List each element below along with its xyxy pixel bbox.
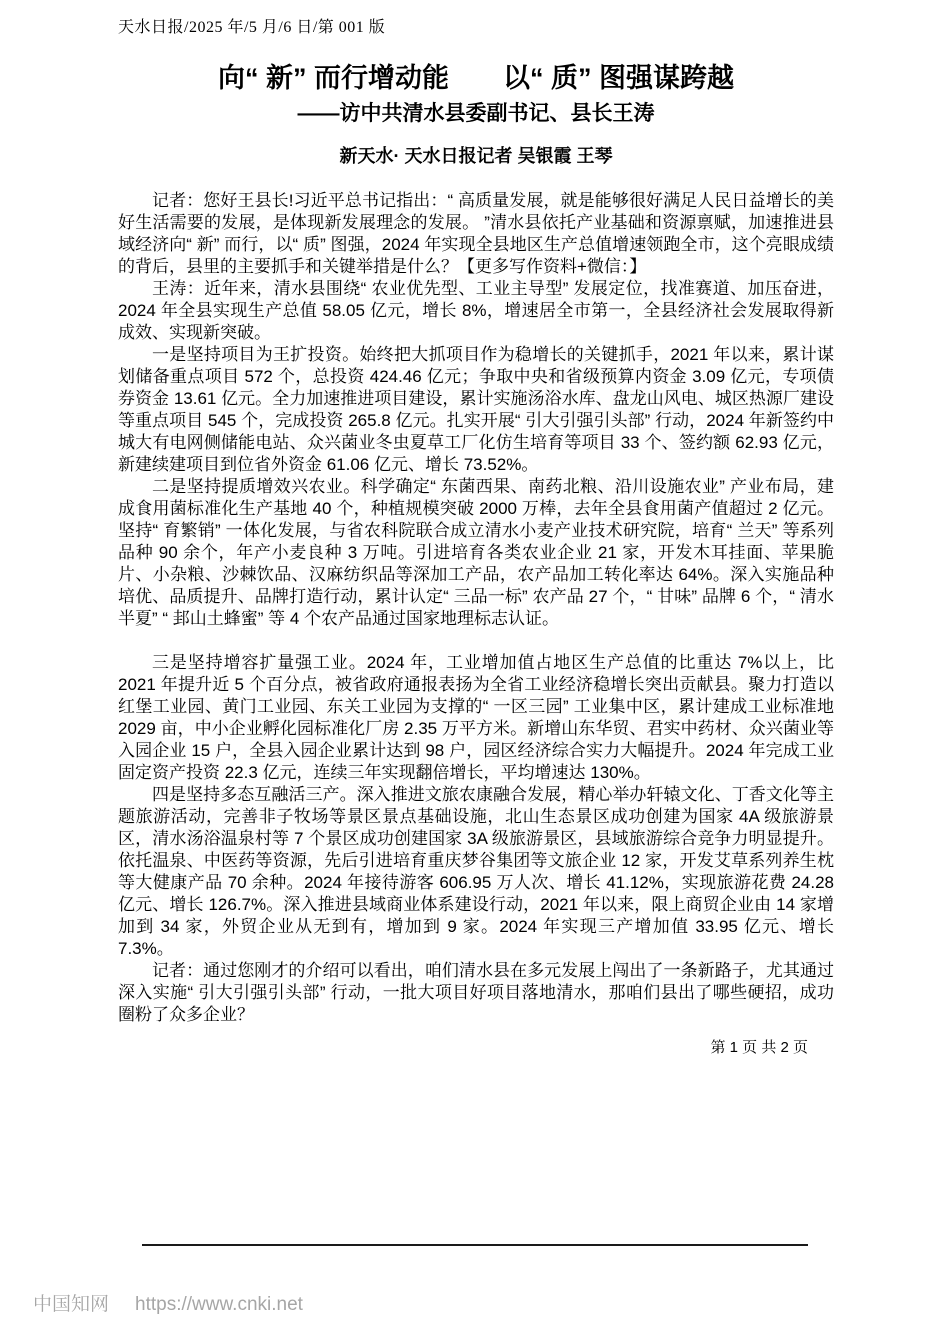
paragraph-point-4-tertiary: 四是坚持多态互融活三产。深入推进文旅农康融合发展，精心举办轩辕文化、丁香文化等主题旅游活动，完善非子牧场等景区景点基础设施，北山生态景区成功创建为国家 4A 级旅游景区，清水汤浴温泉村等 7 个景区成功创建国家 3A 级旅游景区，县域旅游综合竞争力明显提升。依托温泉、中医药等资源，先后引进培育重庆梦谷集团等文旅企业 12 家，开发艾草系列养生枕等大健康产品 70 余种。2024 年接待游客 606.95 万人次、增长 41.12%，实现旅游花费 24.28 亿元、增长 126.7%。深入推进县域商业体系建设行动，2021 年以来，限上商贸企业由 14 家增加到 34 家，外贸企业从无到有，增加到 9 家。2024 年实现三产增加值 33.95 亿元、增长 7.3%。 xyxy=(118,785,834,958)
paragraph-reporter-question-2: 记者：通过您刚才的介绍可以看出，咱们清水县在多元发展上闯出了一条新路子，尤其通过深入实施“ 引大引强引头部” 行动，一批大项目好项目落地清水，那咱们县出了哪些硬招，成功圈粉了众多企业？ xyxy=(118,961,834,1024)
article xyxy=(118,60,834,1026)
paragraph-reporter-question-1: 记者：您好王县长!习近平总书记指出：“ 高质量发展，就是能够很好满足人民日益增长的美好生活需要的发展，是体现新发展理念的发展。 ”清水县依托产业基础和资源禀赋，加速推进县域经济向“ 新” 而行，以“ 质” 图强，2024 年实现全县地区生产总值增速领跑全市，这个亮眼成绩的背后，县里的主要抓手和关键举措是什么？【更多写作资料+微信：】 xyxy=(118,191,834,276)
page-number: 第 1 页 共 2 页 xyxy=(710,1039,808,1056)
article-body xyxy=(118,190,834,1026)
cnki-url-text: https://www.cnki.net xyxy=(135,1294,303,1315)
article-title: 向“ 新” 而行增动能 以“ 质” 图强谋跨越 xyxy=(217,63,734,93)
paragraph-point-2-agriculture: 二是坚持提质增效兴农业。科学确定“ 东菌西果、南药北粮、沿川设施农业” 产业布局，建成食用菌标准化生产基地 40 个，种植规模突破 2000 万棒，去年全县食用菌产值超过 2 亿元。坚持“ 育繁销” 一体化发展，与省农科院联合成立清水小麦产业技术研究院，培育“ 兰天” 等系列品种 90 余个，年产小麦良种 3 万吨。引进培育各类农业企业 21 家，开发木耳挂面、苹果脆片、小杂粮、沙棘饮品、汉麻纺织品等深加工产品，农产品加工转化率达 64%。深入实施品种培优、品质提升、品牌打造行动，累计认定“ 三品一标” 农产品 27 个，“ 甘味” 品牌 6 个，“ 清水半夏” “ 邽山土蜂蜜” 等 4 个农产品通过国家地理标志认证。 xyxy=(118,477,834,628)
paragraph-point-1-investment: 一是坚持项目为王扩投资。始终把大抓项目作为稳增长的关键抓手，2021 年以来，累计谋划储备重点项目 572 个，总投资 424.46 亿元；争取中央和省级预算内资金 3.09 亿元，专项债券资金 13.61 亿元。全力加速推进项目建设，累计实施汤浴水库、盘龙山风电、城区热源厂建设等重点项目 545 个，完成投资 265.8 亿元。扎实开展“ 引大引强引头部” 行动，2024 年新签约中城大有电网侧储能电站、众兴菌业冬虫夏草工厂化仿生培育等项目 33 个、签约额 62.93 亿元，新建续建项目到位省外资金 61.06 亿元、增长 73.52%。 xyxy=(118,345,834,474)
cnki-watermark xyxy=(33,1293,303,1317)
article-subtitle: ——访中共清水县委副书记、县长王涛 xyxy=(297,102,655,125)
paragraph-point-3-industry: 三是坚持增容扩量强工业。2024 年，工业增加值占地区生产总值的比重达 7%以上，比 2021 年提升近 5 个百分点，被省政府通报表扬为全省工业经济稳增长突出贡献县。聚力打造以红堡工业园、黄门工业园、东关工业园为支撑的“ 一区三园” 工业集中区，累计建成工业标准地 2029 亩，中小企业孵化园标准化厂房 2.35 万平方米。新增山东华贸、君实中药材、众兴菌业等入园企业 15 户，全县入园企业累计达到 98 户，园区经济综合实力大幅提升。2024 年完成工业固定资产投资 22.3 亿元，连续三年实现翻倍增长，平均增速达 130%。 xyxy=(118,653,834,782)
cnki-brand-label: 中国知网 xyxy=(33,1294,110,1315)
publication-source-header: 天水日报/2025 年/5 月/6 日/第 001 版 xyxy=(118,19,386,36)
article-byline: 新天水· 天水日报记者 吴银霞 王琴 xyxy=(339,146,613,166)
footer-divider-line xyxy=(142,1244,808,1246)
paragraph-wangtao-answer-intro: 王涛：近年来，清水县围绕“ 农业优先型、工业主导型” 发展定位，找准赛道、加压奋进，2024 年全县实现生产总值 58.05 亿元，增长 8%，增速居全市第一，全县经济社会发展取得新成效、实现新突破。 xyxy=(118,279,834,342)
